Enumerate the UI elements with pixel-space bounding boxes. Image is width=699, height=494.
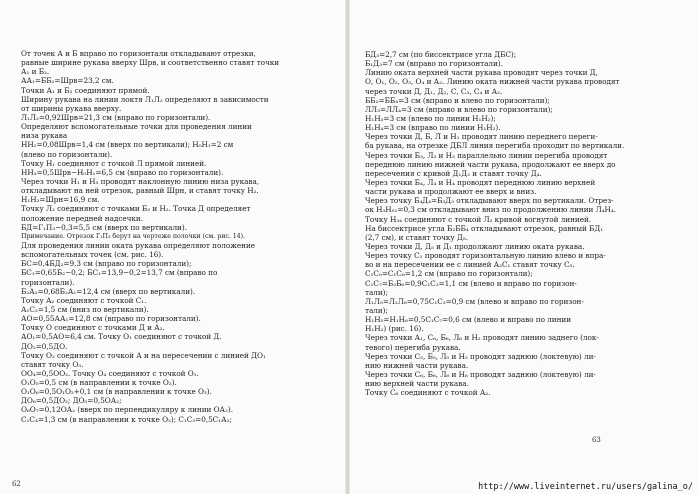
text-line: Точку Л₂ соединяют с точками Б₂ и Н₂. Точка Д определяет [21,204,251,214]
text-line: Примечание. Отрезок Г₁П₃ берут на чертеже полочки (см. рис. 14). [21,232,245,240]
text-line: положение передней надсечки. [21,213,143,223]
text-line: через точки Д, Д₁, Д₂, С, С₃, С₄ и А₂. [365,86,503,96]
text-line: Л₁Л₅=Л₂Л₆=0,75С₁С₃=0,9 см (влево и вправо по горизон- [365,296,584,306]
text-line: Н₁Н₃=3 см (влево по линии Н₁Н₂); [365,113,496,123]
right-page [350,0,699,494]
text-line: БД₃=2,7 см (по биссектрисе угла ДБС); [365,50,517,59]
text-line: Через точки Б₄, Л₄ и Н₄ проводят переднюю линию верхней [365,177,596,187]
text-line: На биссектрисе угла Б₂ББ₄ откладывают отрезок, равный БД₁ [365,223,604,233]
left-page-number: 62 [12,479,21,488]
text-line: О₁О₅=0,5 см (в направлении к точке О₂). [21,378,177,388]
text-line: Через точки С₅, Б₅, Л₅ и Н₅ проводят заднюю (локтевую) ли- [365,351,596,361]
left-page [0,0,346,494]
text-line: тали); [365,287,388,297]
text-line: Б₁Д₃=7 см (вправо по горизонтали). [365,59,503,69]
text-line: С₁С₄=1,3 см (в направлении к точке О₂); С₁С₃=0,5С₁А₂; [21,414,232,424]
text-line: Точку Н₁ соединяют с точкой Л прямой линией. [21,158,207,168]
text-line: НН₃=0,5Шрв−Н₀Н₁=6,5 см (вправо по горизонтали). [21,167,224,177]
text-line: Н₁Н₂) (рис. 16). [365,324,424,334]
text-line: части рукава и продолжают ее вверх и вниз. [365,187,537,197]
text-line: АО₁=0,5АО=6,4 см. Точку О₁ соединяют с точкой Д. [21,332,222,342]
text-line: от ширины рукава вверху. [21,103,122,113]
right-page-text [365,50,687,397]
text-line: Точку А₂ соединяют с точкой С₁. [21,295,147,305]
text-line: А₁ и Б₂. [21,67,50,77]
text-line: вспомогательных точек (см. рис. 16). [21,250,164,260]
text-line: Через точку Б₄Д₄=Б₃Д₃ откладывают вверх по вертикали. Отрез- [365,196,614,206]
text-line: БД=Г₁П₃−0,3=5,5 см (вверх по вертикали). [21,222,187,232]
text-line: О₁О₆=0,5О₁О₂+0,1 см (в направлении к точке О₃). [21,387,212,397]
text-line: низа рукава [21,131,68,141]
text-line: Л₁Л₂=0,92Шрв=21,3 см (вправо по горизонтали). [21,112,211,122]
text-line: БС₁=0,65Б₂−0,2; БС₁=13,9−0,2=13,7 см (вправо по [21,268,218,278]
text-line: С₁С₇=Б₂Б₆=0,9С₁С₃=1,1 см (влево и вправо по горизон- [365,278,577,288]
text-line: нию верхней части рукава. [365,379,469,389]
text-line: От точек А и Б вправо по горизонтали откладывают отрезки, [21,49,256,58]
text-line: ок Н₃Н₅₁=0,3 см откладывают вниз по продолжению линии Л₄Н₄. [365,205,617,215]
text-line: АО=0,55АА₁=12,8 см (вправо по горизонтали). [21,314,201,324]
text-line: ДО₂=0,5ДО. [21,341,68,351]
text-line: Через точки Д, Б, Л и Н₁ проводят линию переднего переги- [365,132,598,142]
text-line: нию нижней части рукава. [365,360,469,370]
text-line: Н₁Н₄=3 см (вправо по линии Н₁Н₂). [365,123,501,133]
text-line: Через точки Б₃, Л₃ и Н₃ параллельно линии перегиба проводят [365,150,608,160]
text-line: переднюю линию нижней части рукава, продолжают ее вверх до [365,159,616,169]
text-line: Ширину рукава на линии локтя Л₁Л₂ определяют в зависимости [21,94,269,104]
text-line: Через точку С₁ проводят горизонтальную линию влево и впра- [365,251,606,261]
text-line: ставят точку О₃. [21,359,84,369]
text-line: тевого) перегиба рукава. [365,342,461,352]
text-line: ЛЛ₃=ЛЛ₄=3 см (вправо и влево по горизонтали); [365,104,553,114]
text-line: Н₁Н₅=Н₁Н₆=0,5С₁С₇=0,6 см (влево и вправо по линии [365,315,572,325]
text-line: Точки А₁ и Б₂ соединяют прямой. [21,85,150,95]
text-line: БС=0,4БД₂=9,3 см (вправо по горизонтали); [21,259,192,269]
text-line: НН₁=0,08Шрв=1,4 см (вверх по вертикали); Н₀Н₁=2 см [21,140,234,150]
text-line: АА₁=ББ₂=Шрв=23,2 см. [21,76,114,86]
text-line: (влево по горизонтали). [21,149,113,159]
text-line: Точку С₆ соединяют с точкой А₂. [365,388,491,398]
text-line: (2,7 см), и ставят точку Д₅. [365,232,468,242]
text-line: Через точки А₁, С₆, Б₆, Л₆ и Н₂ проводят линию заднего (лок- [365,333,599,343]
right-page-number: 63 [592,435,601,444]
text-line: равные ширине рукава вверху Шрв, и соответственно ставят точки [21,58,280,68]
text-line: С₁С₅=С₁С₆=1,2 см (вправо по горизонтали); [365,269,533,279]
left-page-text [21,49,340,424]
text-line: Точку О₂ соединяют с точкой А и на пересечении с линией ДО₁ [21,350,266,360]
text-line: О₆О₇=0,12ОА₂ (вверх по перпендикуляру к линии ОА₂). [21,405,233,415]
text-line: Н₁Н₂=Шрн=16,9 см. [21,195,100,205]
text-line: ба рукава, на отрезке ДБЛ линия перегиба проходит по вертикали. [365,141,625,151]
text-line: Через точки Н₁ и Н₃ проводят наклонную линию низа рукава, [21,176,260,186]
text-line: ОО₄=0,5ОО₂. Точку О₄ соединяют с точкой О₁. [21,368,199,378]
text-line: во и на пересечении ее с линией А₂С₁ ставят точку С₅. [365,260,575,270]
text-line: Через точки Д, Д₅ и Д₁ продолжают линию оката рукава. [365,241,585,251]
text-line: Б₂А₂=0,68Б₂А₁=12,4 см (вверх по вертикали). [21,286,196,296]
text-line: Определяют вспомогательные точки для проведения линии [21,122,252,132]
text-line: О, О₁, О₂, О₃, О₄ и А₂. Линию оката нижней части рукава проводят [365,77,620,87]
text-line: ББ₂=ББ₄=3 см (вправо и влево по горизонтали); [365,95,550,105]
text-line: горизонтали). [21,277,75,287]
text-line: Линию оката верхней части рукава проводят через точки Д, [365,68,598,78]
text-line: Через точки С₆, Б₆, Л₆ и Н₆ проводят заднюю (локтевую) ли- [365,369,596,379]
source-url[interactable]: http://www.liveinternet.ru/users/galina_o/ [478,482,693,492]
text-line: Для проведения линии оката рукава определяют положение [21,240,256,250]
text-line: тали); [365,305,388,315]
text-line: ДО₆=0,5ДО₂; ДО₅=0,5ОА₂; [21,396,122,406]
text-line: Точку Н₃₄ соединяют с точкой Л₃ кривой вогнутой линией. [365,214,592,224]
text-line: А₁С₂=1,5 см (вниз по вертикали). [21,304,149,314]
text-line: откладывают на ней отрезок, равный Шрн, и ставят точку Н₂. [21,186,259,196]
text-line: Точку О соединяют с точками Д и А₂. [21,323,165,333]
text-line: пересечения с кривой Д₁Д₂ и ставят точку Д₄. [365,168,542,178]
